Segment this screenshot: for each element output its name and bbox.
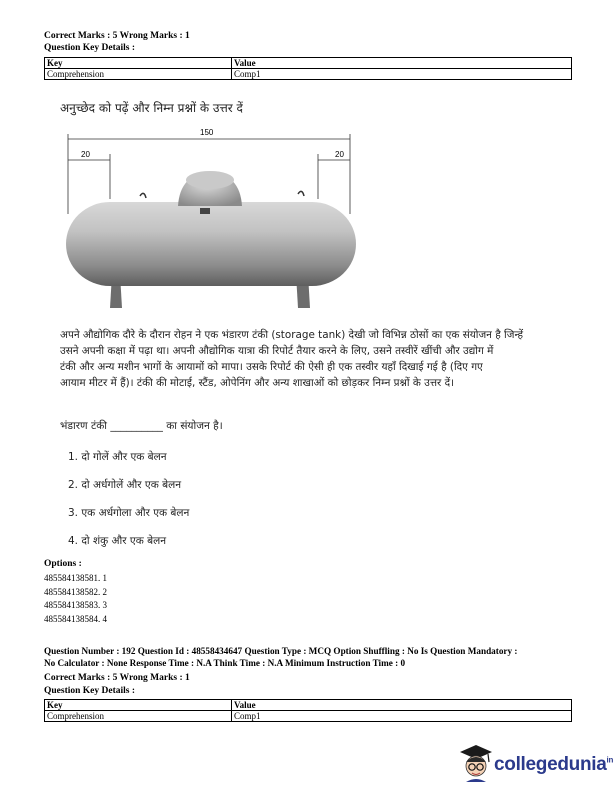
correct-marks-line: Correct Marks : 5 Wrong Marks : 1 [44, 673, 190, 683]
passage-line: उसने अपनी कक्षा में पढ़ा था। अपनी औद्योगिक यात्रा की रिपोर्ट तैयार करने के लिए, उसने तस्वीरें खींची और उद्योग में [60, 345, 494, 357]
student-mascot-icon [456, 742, 494, 784]
option-item: 485584138584. 4 [44, 613, 107, 624]
key-details-table [44, 699, 572, 722]
table-row [45, 69, 572, 80]
key-details-label: Question Key Details : [44, 43, 136, 53]
key-details-table [44, 57, 572, 80]
option-item: 485584138582. 2 [44, 586, 107, 597]
passage-line: अपने औद्योगिक दौरे के दौरान रोहन ने एक भंडारण टंकी (storage tank) देखी जो विभिन्न ठोसों का एक संयोजन है जिन्हें [60, 329, 524, 341]
key-details-label: Question Key Details : [44, 686, 136, 696]
choice-1: 1. दो गोलें और एक बेलन [68, 451, 167, 463]
tank-dome-top [186, 171, 234, 189]
dimension-total-label: 150 [200, 128, 214, 137]
brand-name: collegedunia [494, 754, 607, 775]
table-cell-key: Comprehension [45, 711, 232, 722]
tank-fitting-left [140, 193, 146, 198]
table-header-row [45, 58, 572, 69]
tank-nozzle [200, 208, 210, 214]
question-metadata [44, 645, 584, 669]
table-header-row [45, 700, 572, 711]
table-cell-key: Comprehension [45, 69, 232, 80]
passage-text [60, 327, 580, 391]
passage-line: टंकी और अन्य मशीन भागों के आयामों को मापा। उसके रिपोर्ट की ऐसी ही एक तस्वीर यहाँ दिखाई गई है (दिए गए [60, 361, 483, 373]
question-text: भंडारण टंकी __________ का संयोजन है। [60, 420, 223, 432]
tank-fitting-right [298, 191, 304, 196]
brand-wordmark [494, 754, 613, 776]
choice-3: 3. एक अर्धगोला और एक बेलन [68, 507, 190, 519]
table-header-value: Value [232, 700, 572, 711]
table-cell-value: Comp1 [232, 711, 572, 722]
correct-marks-line: Correct Marks : 5 Wrong Marks : 1 [44, 31, 190, 41]
options-list [44, 572, 107, 626]
choice-4: 4. दो शंकु और एक बेलन [68, 535, 167, 547]
option-item: 485584138581. 1 [44, 573, 107, 583]
option-item: 485584138583. 3 [44, 600, 107, 610]
dimension-left-cap-label: 20 [81, 150, 90, 159]
table-cell-value: Comp1 [232, 69, 572, 80]
table-row [45, 711, 572, 722]
table-header-key: Key [45, 700, 232, 711]
question-metadata-line: Question Number : 192 Question Id : 48558434647 Question Type : MCQ Option Shuffling : No Is Question Mandatory : [44, 646, 518, 656]
passage-line: आयाम मीटर में हैं)। टंकी की मोटाई, स्टैंड, ओपेनिंग और अन्य शाखाओं को छोड़कर निम्न प्रश्नों के उत्तर दें। [60, 377, 455, 389]
question-metadata-line: No Calculator : None Response Time : N.A Think Time : N.A Minimum Instruction Time : 0 [44, 658, 406, 668]
collegedunia-watermark [456, 742, 613, 784]
choice-2: 2. दो अर्धगोलें और एक बेलन [68, 479, 182, 491]
tank-body [66, 202, 356, 286]
options-label: Options : [44, 559, 82, 569]
storage-tank-diagram [60, 124, 370, 314]
table-header-key: Key [45, 58, 232, 69]
passage-instruction: अनुच्छेद को पढ़ें और निम्न प्रश्नों के उत्तर दें [60, 101, 243, 115]
table-header-value: Value [232, 58, 572, 69]
dimension-right-cap-label: 20 [335, 150, 344, 159]
brand-suffix: in [606, 755, 613, 765]
